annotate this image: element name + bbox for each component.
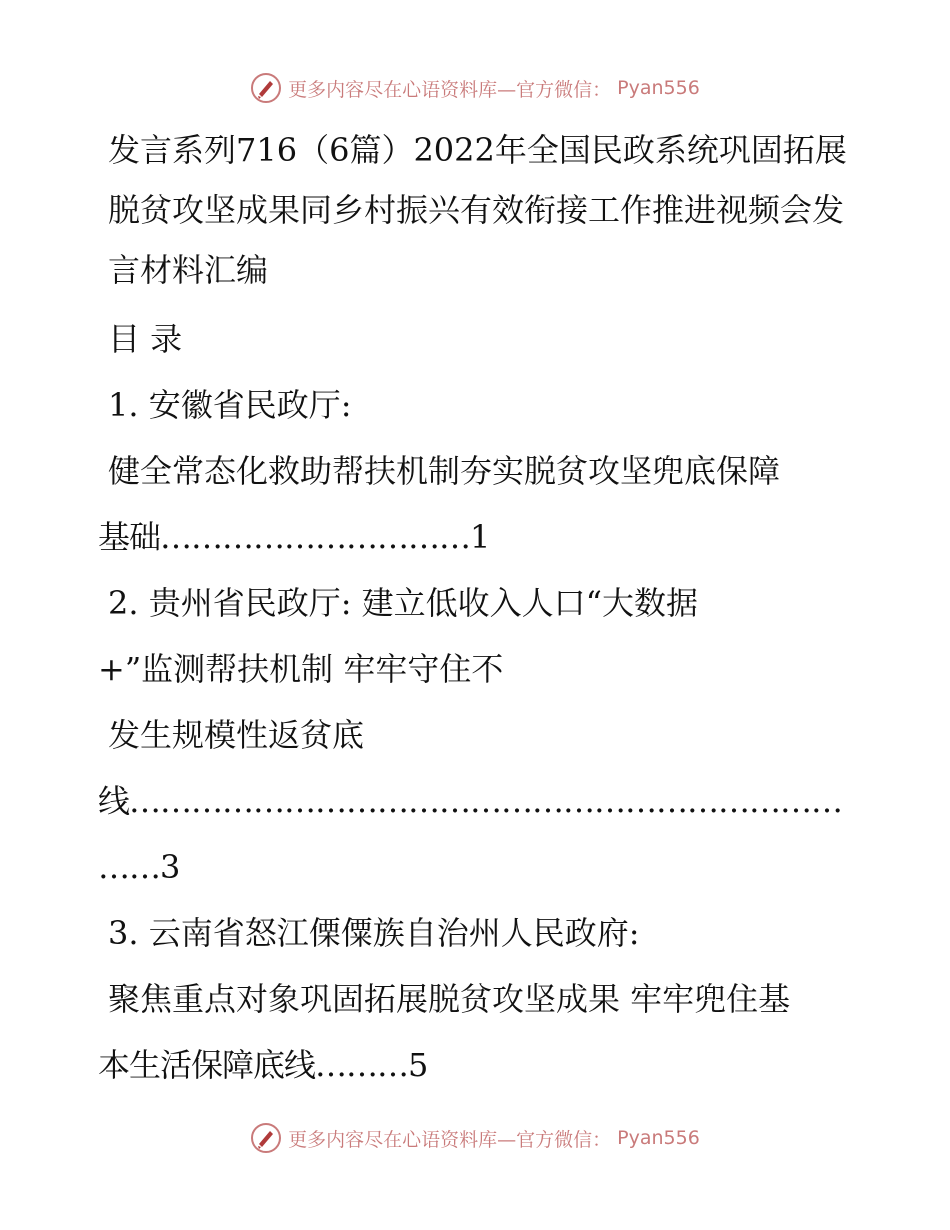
watermark-wechat-id: Pyan556 bbox=[617, 77, 700, 99]
toc-entry-1-label: 1. 安徽省民政厅: bbox=[108, 386, 352, 424]
toc-entry-3-label: 3. 云南省怒江傈僳族自治州人民政府: bbox=[108, 914, 640, 952]
logo-icon bbox=[250, 72, 282, 104]
logo-icon bbox=[250, 1122, 282, 1154]
watermark-wechat-id: Pyan556 bbox=[617, 1127, 700, 1149]
toc-entry-1-text: 健全常态化救助帮扶机制夯实脱贫攻坚兜底保障 bbox=[108, 452, 781, 490]
toc-entry-3-text: 聚焦重点对象巩固拓展脱贫攻坚成果 牢牢兜住基 bbox=[108, 980, 791, 1018]
toc-entry-3-page: 本生活保障底线………5 bbox=[98, 1046, 428, 1084]
toc-entry-2-text: 发生规模性返贫底 bbox=[108, 716, 365, 754]
watermark-text: 更多内容尽在心语资料库—官方微信： bbox=[288, 78, 612, 101]
watermark-footer bbox=[0, 1122, 950, 1154]
document-body bbox=[98, 120, 858, 1098]
toc-entry-2-page: ……3 bbox=[98, 848, 180, 886]
toc-entry-2-label-cont: +”监测帮扶机制 牢牢守住不 bbox=[98, 650, 504, 688]
watermark-header bbox=[0, 72, 950, 104]
watermark-text: 更多内容尽在心语资料库—官方微信： bbox=[288, 1128, 612, 1151]
toc-entry-2-label: 2. 贵州省民政厅: 建立低收入人口“大数据 bbox=[108, 584, 699, 622]
toc-entry-1-page: 基础…………………………1 bbox=[98, 518, 490, 556]
toc-heading: 目 录 bbox=[108, 320, 183, 358]
toc-entry-2-leader: 线…………………………………………………………… bbox=[98, 782, 843, 820]
document-title: 发言系列716（6篇）2022年全国民政系统巩固拓展脱贫攻坚成果同乡村振兴有效衔接工作推进视频会发言材料汇编 bbox=[108, 131, 847, 289]
